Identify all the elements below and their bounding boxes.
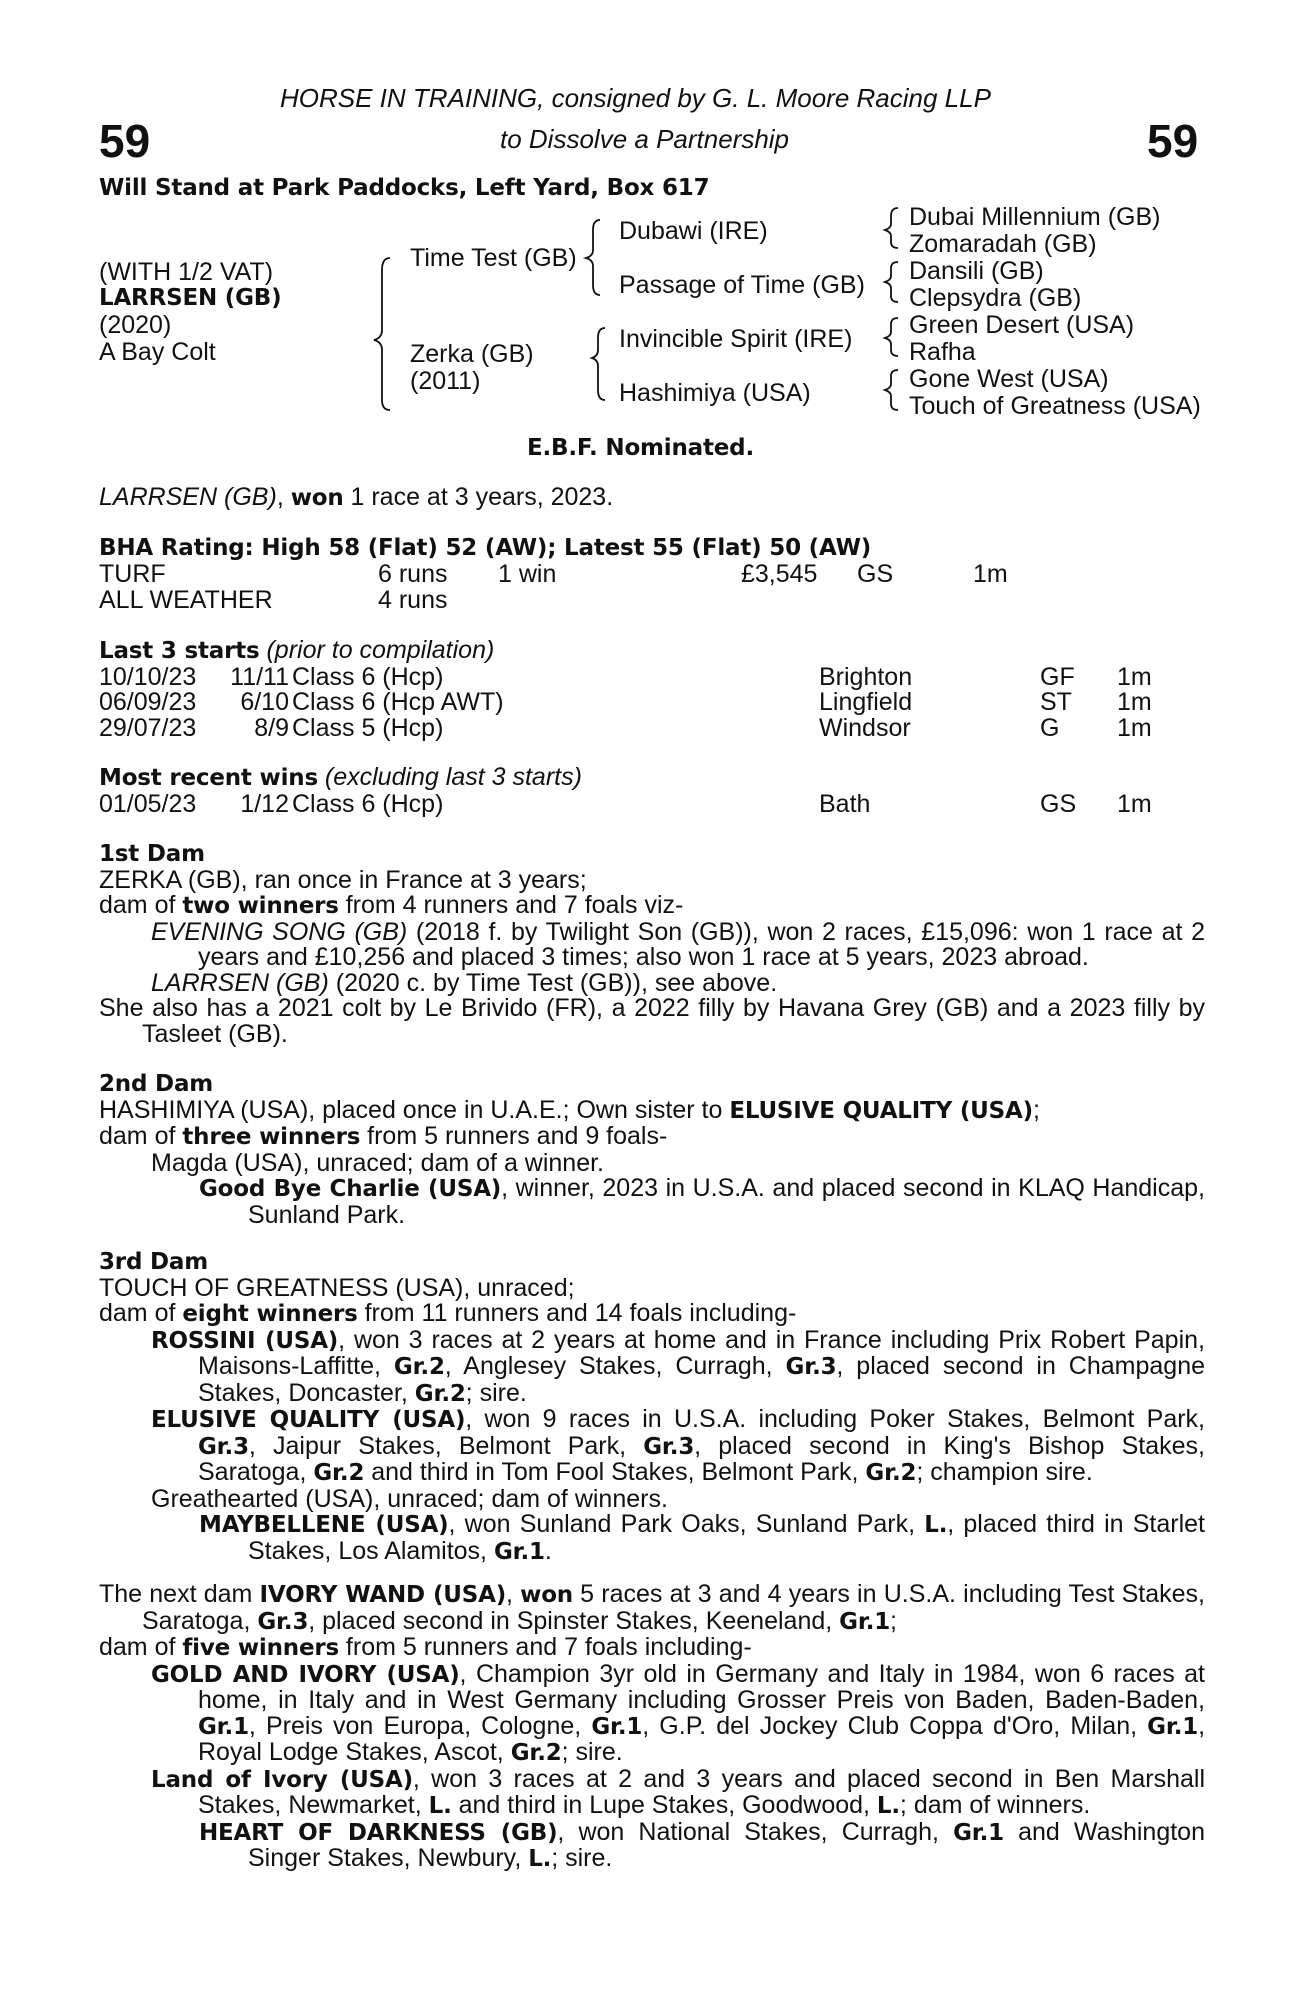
winner-count: five winners bbox=[182, 1635, 339, 1661]
start-position: 11/11 bbox=[230, 662, 289, 691]
grade: L. bbox=[528, 1846, 552, 1872]
text: ; sire. bbox=[561, 1738, 623, 1766]
text: from 11 runners and 14 foals including- bbox=[357, 1299, 797, 1327]
grade: L. bbox=[876, 1793, 900, 1819]
gen3-3: Dansili (GB) bbox=[909, 257, 1044, 285]
aw-label: ALL WEATHER bbox=[99, 585, 273, 614]
produce-maybellene bbox=[99, 1512, 1205, 1565]
summary-won: won bbox=[290, 485, 344, 511]
first-dam-produce bbox=[99, 893, 1205, 920]
summary-rest: 1 race at 3 years, 2023. bbox=[343, 483, 614, 511]
gen3-7: Gone West (USA) bbox=[909, 365, 1109, 393]
winner-count: three winners bbox=[182, 1124, 361, 1150]
win-course: Bath bbox=[819, 789, 871, 818]
last-3-title: Last 3 starts bbox=[99, 638, 260, 664]
first-dam-also: She also has a 2021 colt by Le Brivido (FR), a 2022 filly by Havana Grey (GB) and a 2023 filly by Tasleet (GB). bbox=[99, 994, 1205, 1048]
grade: Gr.3 bbox=[198, 1433, 249, 1460]
horse-name: ELUSIVE QUALITY (USA) bbox=[151, 1407, 466, 1433]
dam-name: Zerka (GB) bbox=[410, 340, 534, 368]
text: , won 3 races at 2 years at home and in France including Prix Robert Papin, Maisons-Laffitte, bbox=[198, 1325, 1205, 1380]
start-date: 10/10/23 bbox=[99, 662, 197, 691]
text: , placed second in Champagne Stakes, Doncaster, bbox=[198, 1352, 1206, 1407]
win-row bbox=[99, 789, 1205, 818]
aw-runs: 4 runs bbox=[378, 585, 448, 614]
third-dam-produce bbox=[99, 1301, 1205, 1328]
aw-row bbox=[99, 585, 1205, 614]
grandsire-paternal: Dubawi (IRE) bbox=[619, 217, 768, 245]
text: , Jaipur Stakes, Belmont Park, bbox=[248, 1431, 644, 1460]
stable-location: Will Stand at Park Paddocks, Left Yard, Box 617 bbox=[99, 175, 710, 201]
dam-year: (2011) bbox=[410, 367, 481, 395]
win-date: 01/05/23 bbox=[99, 789, 197, 818]
produce-good-bye-charlie bbox=[99, 1176, 1205, 1228]
text: . bbox=[544, 1536, 552, 1565]
text: and Washington Singer Stakes, Newbury, bbox=[248, 1817, 1205, 1872]
won-label: won bbox=[520, 1582, 573, 1608]
recent-wins-note: (excluding last 3 starts) bbox=[317, 763, 582, 791]
grade: L. bbox=[924, 1512, 948, 1538]
first-dam-heading: 1st Dam bbox=[99, 841, 205, 867]
start-course: Brighton bbox=[819, 662, 913, 691]
record-table bbox=[99, 562, 1205, 613]
text: , won 3 races at 2 and 3 years and placed second in Ben Marshall Stakes, Newmarket, bbox=[198, 1764, 1205, 1819]
turf-distance: 1m bbox=[973, 560, 1008, 588]
next-dam-section bbox=[99, 1582, 1205, 1873]
gen3-4: Clepsydra (GB) bbox=[909, 284, 1082, 312]
bracket-zerka bbox=[592, 328, 605, 400]
horse-name: EVENING SONG (GB) bbox=[151, 917, 408, 946]
produce-evening-song bbox=[99, 917, 1206, 971]
text: from 4 runners and 7 foals viz- bbox=[338, 891, 684, 919]
turf-going: GS bbox=[857, 560, 894, 588]
start-row bbox=[99, 713, 1205, 742]
text: from 5 runners and 9 foals- bbox=[360, 1122, 668, 1150]
gen3-1: Dubai Millennium (GB) bbox=[909, 203, 1161, 231]
grade: Gr.2 bbox=[414, 1380, 466, 1407]
produce-greathearted: Greathearted (USA), unraced; dam of winners. bbox=[151, 1484, 668, 1513]
start-going: G bbox=[1040, 713, 1060, 742]
produce-rossini bbox=[99, 1325, 1206, 1408]
last-3-heading bbox=[99, 638, 1205, 665]
turf-prize: £3,545 bbox=[741, 560, 818, 588]
text: , Anglesey Stakes, Curragh, bbox=[444, 1352, 786, 1380]
bracket-time-test bbox=[586, 220, 600, 295]
second-dam-section bbox=[99, 1072, 1205, 1228]
text: , G.P. del Jockey Club Coppa d'Oro, Milan, bbox=[642, 1711, 1148, 1740]
start-row bbox=[99, 690, 1205, 716]
text: ; dam of winners. bbox=[899, 1791, 1091, 1819]
bracket-dubawi bbox=[885, 208, 898, 248]
third-dam-line: TOUCH OF GREATNESS (USA), unraced; bbox=[99, 1273, 575, 1302]
horse-description: A Bay Colt bbox=[99, 338, 216, 366]
text: dam of bbox=[99, 1633, 183, 1661]
horse-name: HEART OF DARKNESS (GB) bbox=[199, 1819, 558, 1846]
produce-elusive-quality bbox=[99, 1407, 1205, 1487]
text: ; bbox=[1032, 1095, 1040, 1124]
text: dam of bbox=[99, 891, 183, 919]
text: , placed third in Starlet Stakes, Los Alamitos, bbox=[248, 1510, 1205, 1565]
summary-name: LARRSEN (GB) bbox=[99, 483, 277, 511]
granddam-paternal: Passage of Time (GB) bbox=[619, 271, 865, 299]
second-dam-line bbox=[99, 1095, 1205, 1125]
turf-row bbox=[99, 562, 1205, 588]
gen3-6: Rafha bbox=[909, 338, 976, 366]
start-course: Lingfield bbox=[819, 688, 913, 716]
grade: Gr.2 bbox=[313, 1460, 365, 1486]
produce-heart-of-darkness bbox=[99, 1817, 1205, 1873]
start-date: 29/07/23 bbox=[99, 713, 197, 742]
text: , bbox=[506, 1580, 521, 1608]
gen3-2: Zomaradah (GB) bbox=[909, 230, 1097, 258]
bracket-invincible bbox=[885, 318, 898, 356]
second-dam-produce bbox=[99, 1124, 1205, 1151]
gen3-5: Green Desert (USA) bbox=[909, 311, 1135, 339]
text: (2020 c. by Time Test (GB)), see above. bbox=[328, 968, 778, 997]
produce-gold-and-ivory bbox=[99, 1659, 1206, 1767]
horse-name: Land of Ivory (USA) bbox=[151, 1766, 413, 1793]
text: , won National Stakes, Curragh, bbox=[557, 1817, 954, 1846]
start-distance: 1m bbox=[1117, 662, 1152, 691]
bracket-sire-dam bbox=[374, 258, 390, 410]
text: The next dam bbox=[99, 1580, 260, 1608]
start-going: GF bbox=[1040, 662, 1075, 691]
sire-name: Time Test (GB) bbox=[410, 244, 577, 272]
granddam-maternal: Hashimiya (USA) bbox=[619, 379, 811, 407]
text: dam of bbox=[99, 1122, 183, 1150]
turf-wins: 1 win bbox=[498, 560, 557, 588]
start-class: Class 6 (Hcp AWT) bbox=[292, 688, 504, 716]
winner-count: eight winners bbox=[182, 1301, 358, 1327]
text: , won 9 races in U.S.A. including Poker Stakes, Belmont Park, bbox=[465, 1405, 1205, 1433]
third-dam-section bbox=[99, 1250, 1205, 1565]
grade: Gr.1 bbox=[1147, 1713, 1199, 1740]
second-dam-heading: 2nd Dam bbox=[99, 1071, 214, 1097]
text: , Champion 3yr old in Germany and Italy in 1984, won 6 races at home, in Italy and in West Germany including Grosser Preis von Baden, Baden-Baden, bbox=[198, 1659, 1205, 1714]
grade: Gr.1 bbox=[839, 1608, 891, 1635]
last-3-starts bbox=[99, 638, 1205, 741]
first-dam-line: ZERKA (GB), ran once in France at 3 years; bbox=[99, 865, 587, 894]
grade: Gr.1 bbox=[953, 1819, 1004, 1846]
win-going: GS bbox=[1040, 789, 1077, 818]
catalogue-title: HORSE IN TRAINING, consigned by G. L. Moore Racing LLP bbox=[280, 83, 991, 113]
start-position: 8/9 bbox=[254, 713, 289, 742]
grade: Gr.3 bbox=[643, 1433, 695, 1460]
recent-wins bbox=[99, 765, 1205, 817]
text: from 5 runners and 7 foals including- bbox=[338, 1633, 752, 1661]
text: and third in Tom Fool Stakes, Belmont Park, bbox=[364, 1458, 866, 1486]
text: , Royal Lodge Stakes, Ascot, bbox=[198, 1711, 1206, 1766]
start-row bbox=[99, 662, 1205, 691]
bha-rating: BHA Rating: High 58 (Flat) 52 (AW); Latest 55 (Flat) 50 (AW) bbox=[99, 535, 872, 561]
grade: Gr.1 bbox=[198, 1713, 249, 1740]
start-position: 6/10 bbox=[240, 688, 289, 716]
horse-name: LARRSEN (GB) bbox=[99, 285, 282, 311]
next-dam-line bbox=[99, 1582, 1205, 1635]
text: (2018 f. by Twilight Son (GB)), won 2 races, £15,096: won 1 race at 2 years and £10,256 and placed 3 times; also won 1 race at 5 years, 2023 abroad. bbox=[198, 917, 1206, 971]
recent-wins-title: Most recent wins bbox=[99, 765, 318, 791]
grade: Gr.3 bbox=[257, 1608, 309, 1635]
grade: Gr.2 bbox=[865, 1460, 917, 1486]
grade: Gr.3 bbox=[785, 1354, 837, 1380]
start-going: ST bbox=[1040, 688, 1072, 716]
start-distance: 1m bbox=[1117, 713, 1152, 742]
race-summary: LARRSEN (GB), won 1 race at 3 years, 2023. bbox=[99, 483, 614, 511]
text: 5 races at 3 and 4 years in U.S.A. including Test Stakes, Saratoga, bbox=[142, 1580, 1205, 1635]
text: ; champion sire. bbox=[916, 1458, 1093, 1486]
text: and third in Lupe Stakes, Goodwood, bbox=[451, 1791, 877, 1819]
gen3-8: Touch of Greatness (USA) bbox=[909, 392, 1201, 420]
horse-name: IVORY WAND (USA) bbox=[259, 1582, 507, 1608]
next-dam-produce bbox=[99, 1635, 1205, 1662]
horse-name: Good Bye Charlie (USA) bbox=[199, 1176, 502, 1202]
catalogue-subtitle: to Dissolve a Partnership bbox=[500, 124, 790, 154]
last-3-note: (prior to compilation) bbox=[259, 636, 495, 664]
start-distance: 1m bbox=[1117, 688, 1152, 716]
lot-number-right: 59 bbox=[1147, 115, 1199, 167]
bracket-hashimiya bbox=[885, 370, 898, 410]
start-course: Windsor bbox=[819, 713, 911, 742]
win-distance: 1m bbox=[1117, 789, 1152, 818]
horse-name: MAYBELLENE (USA) bbox=[199, 1512, 449, 1538]
produce-land-of-ivory bbox=[99, 1764, 1205, 1820]
horse-name: ROSSINI (USA) bbox=[151, 1327, 339, 1354]
grade: Gr.2 bbox=[510, 1740, 562, 1766]
turf-runs: 6 runs bbox=[378, 560, 448, 588]
ebf-nomination: E.B.F. Nominated. bbox=[527, 435, 754, 461]
grade: Gr.2 bbox=[393, 1354, 445, 1380]
text: , placed second in King's Bishop Stakes, Saratoga, bbox=[198, 1431, 1206, 1486]
recent-wins-heading bbox=[99, 765, 1205, 792]
start-class: Class 6 (Hcp) bbox=[292, 662, 444, 691]
turf-label: TURF bbox=[99, 560, 166, 588]
grade: Gr.1 bbox=[493, 1538, 545, 1565]
horse-year: (2020) bbox=[99, 311, 172, 339]
text: dam of bbox=[99, 1299, 183, 1327]
text: ; sire. bbox=[551, 1844, 613, 1872]
first-dam-section bbox=[99, 842, 1205, 1047]
text: , Preis von Europa, Cologne, bbox=[248, 1711, 592, 1740]
text: ; bbox=[890, 1606, 897, 1635]
horse-name: ELUSIVE QUALITY (USA) bbox=[729, 1097, 1033, 1124]
third-dam-heading: 3rd Dam bbox=[99, 1249, 208, 1275]
win-class: Class 6 (Hcp) bbox=[292, 789, 444, 818]
produce-larrsen bbox=[99, 968, 1205, 997]
grandsire-maternal: Invincible Spirit (IRE) bbox=[619, 325, 853, 353]
text: , winner, 2023 in U.S.A. and placed second in KLAQ Handicap, Sunland Park. bbox=[248, 1174, 1205, 1229]
bracket-passage bbox=[885, 262, 898, 302]
text: , won Sunland Park Oaks, Sunland Park, bbox=[448, 1510, 925, 1538]
horse-name: LARRSEN (GB) bbox=[151, 968, 329, 997]
produce-magda: Magda (USA), unraced; dam of a winner. bbox=[151, 1148, 605, 1177]
start-date: 06/09/23 bbox=[99, 688, 197, 716]
horse-name: GOLD AND IVORY (USA) bbox=[151, 1661, 460, 1688]
start-class: Class 5 (Hcp) bbox=[292, 713, 444, 742]
text: , placed second in Spinster Stakes, Keeneland, bbox=[308, 1606, 840, 1635]
win-position: 1/12 bbox=[240, 789, 289, 818]
winner-count: two winners bbox=[182, 893, 339, 919]
grade: L. bbox=[428, 1793, 452, 1819]
vat-note: (WITH 1/2 VAT) bbox=[99, 258, 274, 286]
grade: Gr.1 bbox=[591, 1713, 643, 1740]
text: ; sire. bbox=[465, 1378, 527, 1407]
lot-number-left: 59 bbox=[99, 115, 151, 167]
text: HASHIMIYA (USA), placed once in U.A.E.; Own sister to bbox=[99, 1095, 730, 1124]
